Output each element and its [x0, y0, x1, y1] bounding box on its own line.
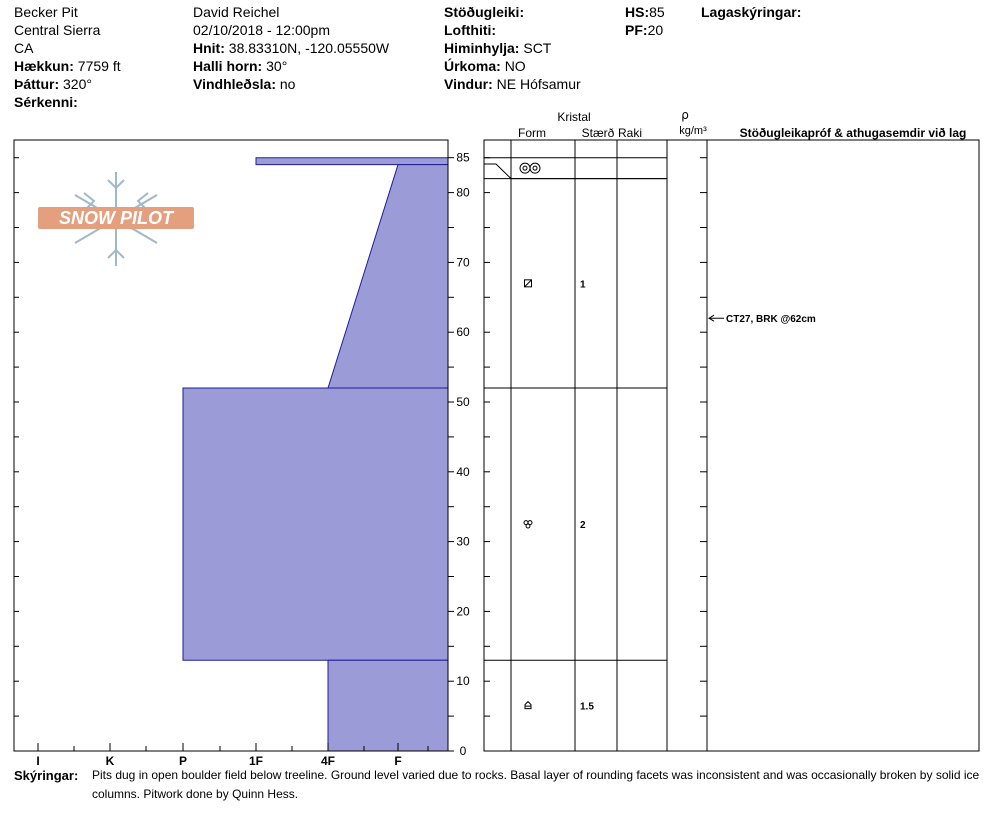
sky-label: Himinhylja: — [444, 40, 520, 56]
precip-label: Úrkoma: — [444, 58, 501, 74]
y-tick-label: 60 — [456, 325, 470, 340]
size-header: Stærð — [581, 126, 615, 140]
hs-value: 85 — [649, 4, 665, 20]
layer-size-label: 1.5 — [580, 701, 594, 713]
y-tick-label: 0 — [459, 744, 467, 758]
state: CA — [14, 40, 34, 56]
y-tick-label: 30 — [456, 534, 470, 549]
melt-forms-icon — [524, 521, 532, 528]
elevation-label: Hækkun: — [14, 58, 74, 74]
x-tick-label: K — [105, 754, 115, 766]
hoar-shape — [525, 702, 531, 709]
hardness-layer-2 — [183, 388, 448, 660]
layer-size-label: 1 — [580, 279, 586, 291]
observer-name: David Reichel — [193, 4, 280, 20]
pit-name: Becker Pit — [14, 4, 78, 20]
x-tick-label: 1F — [248, 754, 264, 766]
grain-ring — [530, 163, 540, 173]
layer-table — [484, 140, 979, 751]
y-tick-label: 70 — [456, 255, 470, 270]
notes-text: Pits dug in open boulder field below treeline. Ground level varied due to rocks. Basal layer of rounding facets was inconsistent and was occasionally broken by solid ice columns. Pitwork done by Quinn Hess. — [92, 768, 980, 801]
rho-header: ρ — [681, 108, 689, 122]
hs-label: HS: — [625, 4, 650, 20]
depth-hoar-icon — [525, 702, 531, 709]
obs-datetime: 02/10/2018 - 12:00pm — [193, 22, 330, 38]
notes-section — [14, 766, 989, 801]
watermark-text: SNOW PILOT — [59, 208, 173, 228]
density-unit-header: kg/m³ — [679, 125, 707, 137]
grain-ring-inner — [523, 166, 527, 170]
precip-value: NO — [504, 58, 526, 74]
y-tick-label: 50 — [456, 395, 470, 409]
stability-tests — [709, 314, 816, 325]
pf-label: PF: — [625, 22, 648, 38]
layer-notes-label: Lagaskýringar: — [701, 4, 802, 20]
x-tick-label: I — [36, 754, 40, 766]
melt-ring — [526, 524, 530, 528]
wind-label: Vindur: — [444, 76, 493, 92]
grain-ring — [520, 163, 530, 173]
y-tick-label: 10 — [456, 674, 470, 689]
stability-test-label: CT27, BRK @62cm — [726, 314, 816, 326]
coords-value: 38.83310N, -120.05550W — [228, 40, 390, 56]
layer-size-label: 2 — [580, 520, 586, 532]
layer-connector — [484, 164, 511, 179]
faceted-rounded-icon — [525, 280, 532, 287]
slope-value: 30° — [266, 58, 288, 74]
snowpilot-watermark — [38, 172, 194, 266]
aspect-value: 320° — [63, 76, 92, 92]
hardness-layer-1 — [328, 165, 448, 388]
hardness-layer-0 — [256, 158, 448, 165]
y-tick-label: 20 — [456, 604, 470, 619]
y-tick-label: 80 — [456, 185, 470, 200]
wind-value: NE Hófsamur — [496, 76, 581, 92]
specifics-label: Sérkenni: — [14, 94, 78, 110]
x-tick-label: P — [178, 754, 188, 766]
x-tick-label: F — [394, 754, 402, 766]
precip-particles-icon — [520, 163, 540, 173]
x-tick-label: 4F — [320, 754, 336, 766]
y-tick-label: 40 — [456, 464, 470, 479]
air-temp-label: Lofthiti: — [444, 22, 497, 38]
wind-loading-value: no — [279, 76, 296, 92]
pf-value: 20 — [647, 22, 664, 38]
facet-diag — [525, 280, 532, 287]
region: Central Sierra — [14, 22, 101, 38]
elevation-value: 7759 ft — [77, 58, 121, 74]
sky-value: SCT — [523, 40, 552, 56]
y-tick-label: 85 — [456, 150, 470, 165]
hardness-plot — [183, 158, 448, 751]
grain-ring-inner — [533, 166, 537, 170]
coords-label: Hnit: — [193, 40, 225, 56]
wind-loading-label: Vindhleðsla: — [193, 76, 276, 92]
comments-header: Stöðugleikapróf & athugasemdir við lag — [739, 126, 967, 140]
moisture-header: Raki — [617, 126, 643, 140]
aspect-label: Þáttur: — [14, 76, 60, 92]
form-header: Form — [518, 126, 546, 140]
hardness-layer-3 — [328, 660, 448, 751]
crystal-header: Kristal — [557, 110, 591, 124]
slope-label: Halli horn: — [193, 58, 263, 74]
layer-table-frame — [484, 140, 979, 751]
stability-label: Stöðugleiki: — [444, 4, 525, 20]
notes-label: Skýringar: — [14, 768, 79, 783]
